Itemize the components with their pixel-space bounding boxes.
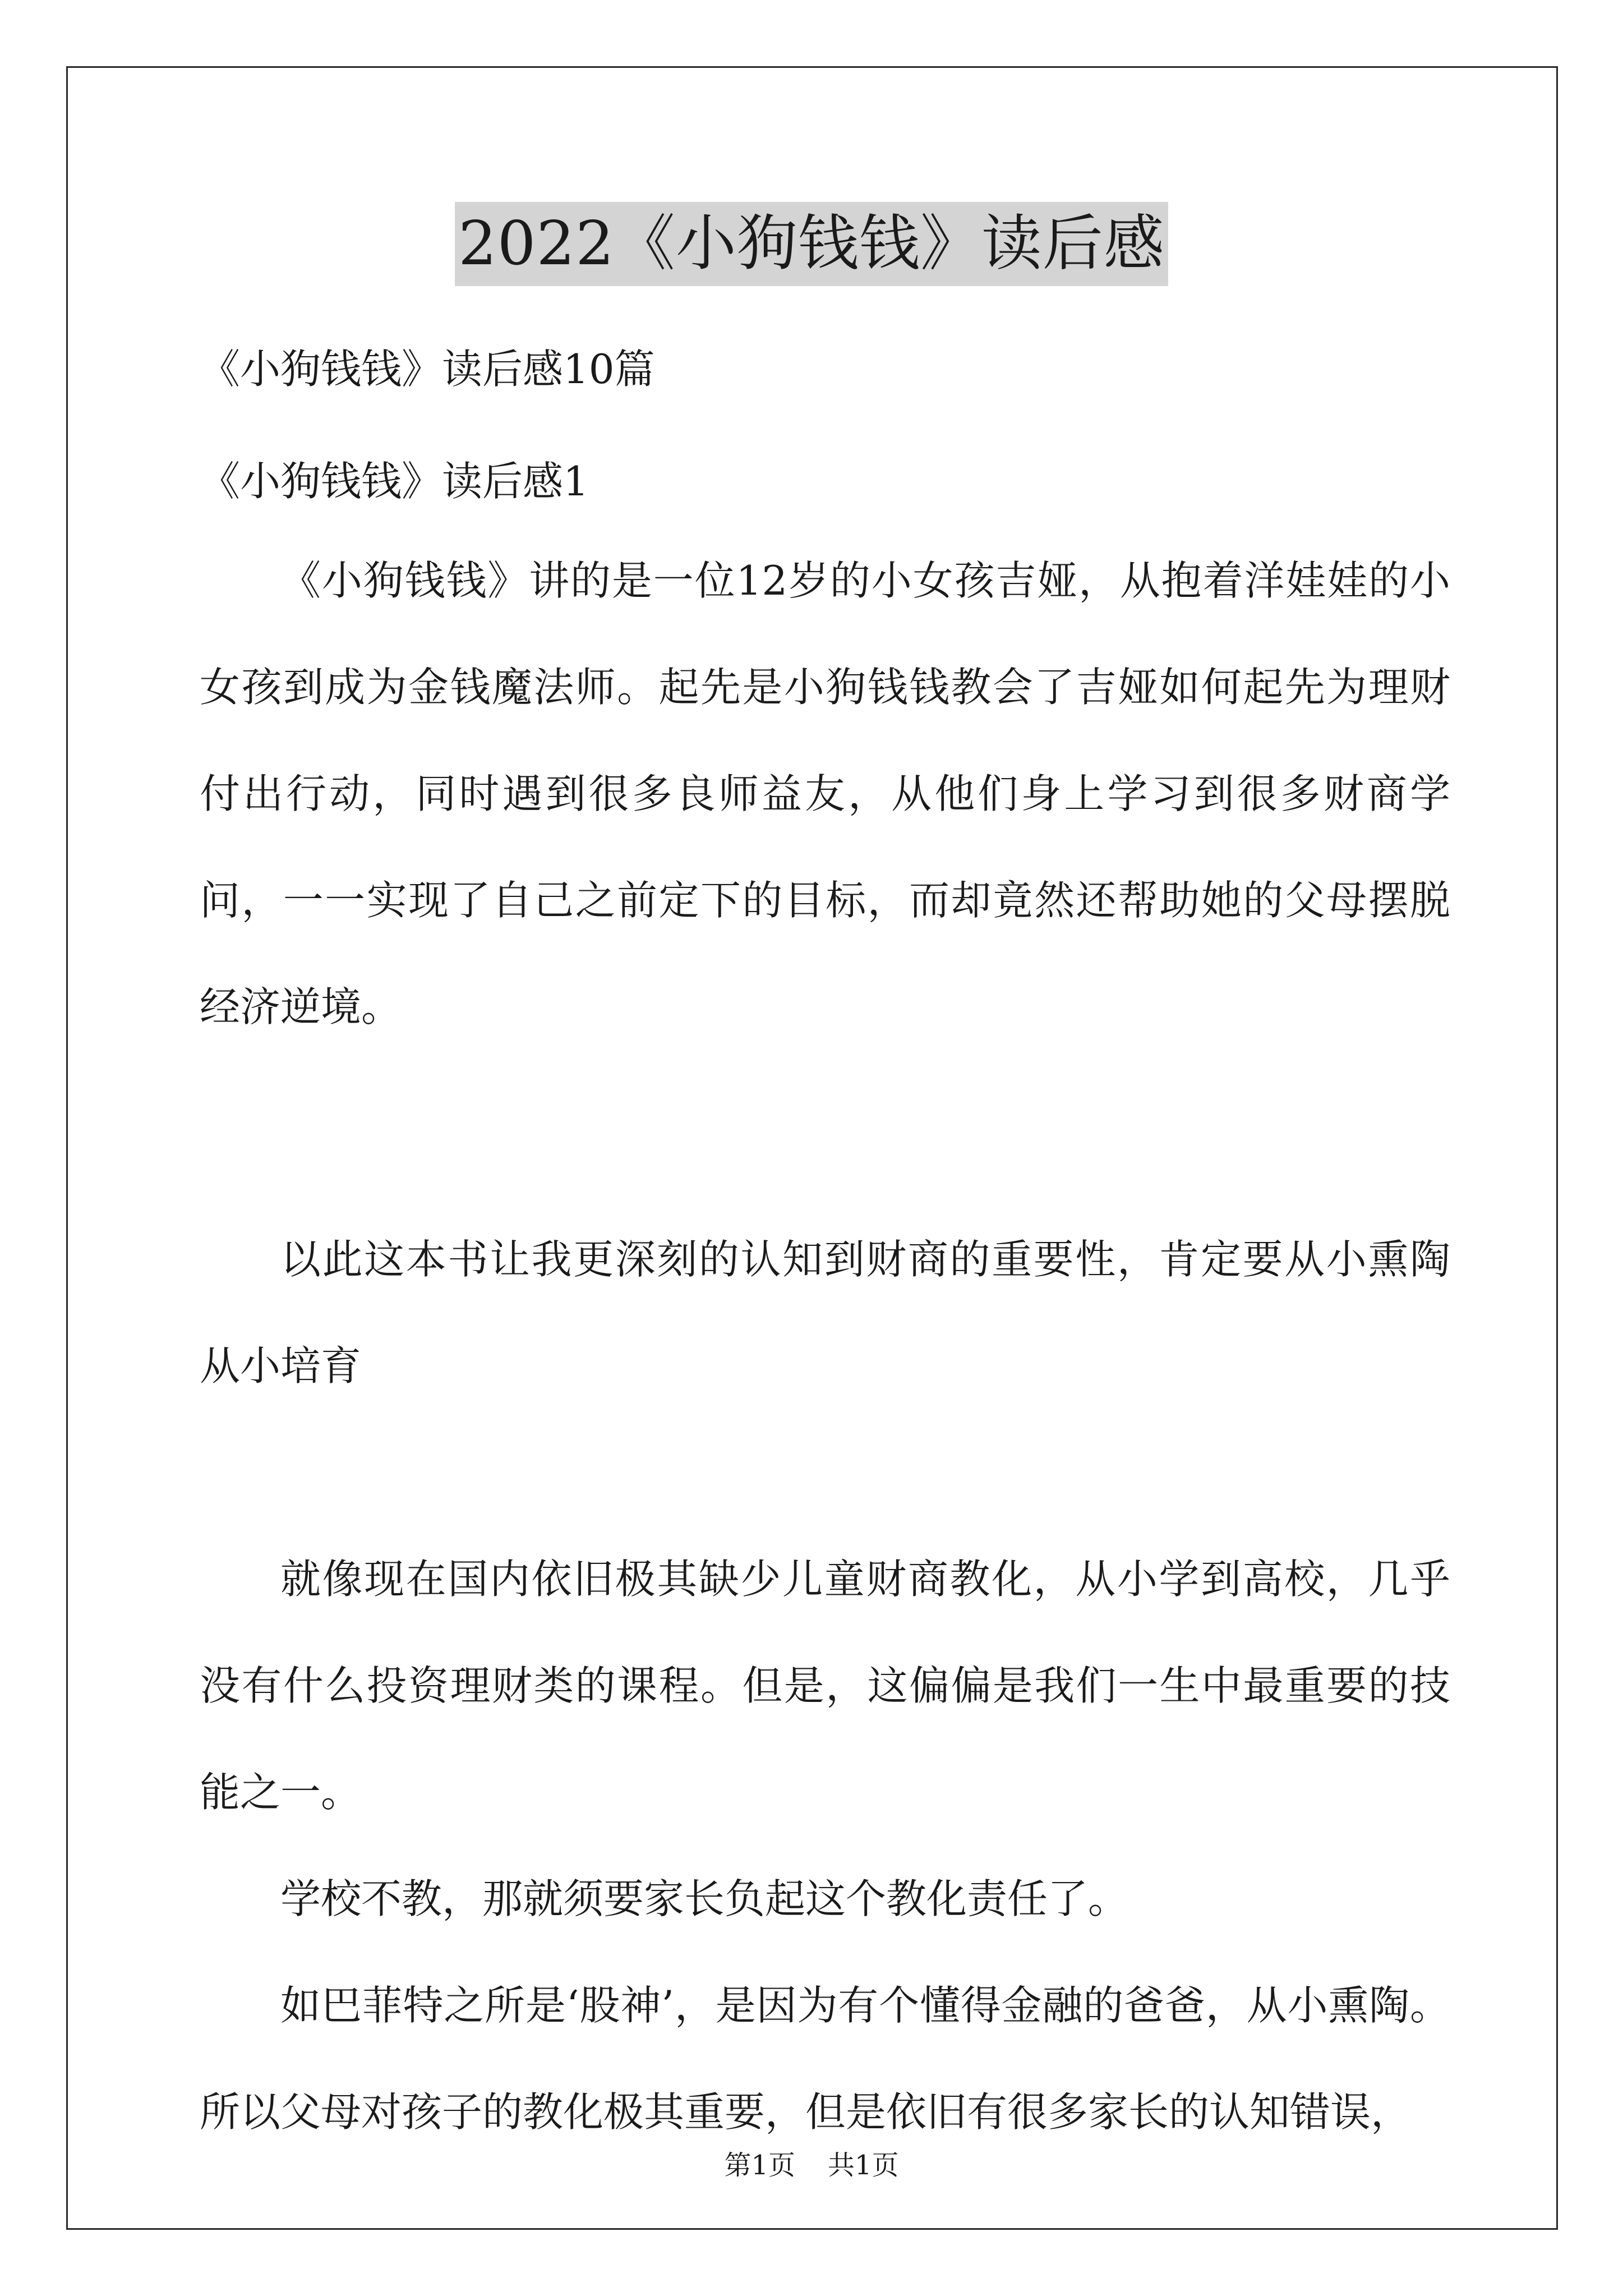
paragraph-5: 如巴菲特之所是‘股神’，是因为有个懂得金融的爸爸，从小熏陶。所以父母对孩子的教化极其重要，但是依旧有很多家长的认知错误，	[200, 1982, 1450, 2136]
paragraph-2: 以此这本书让我更深刻的认知到财商的重要性，肯定要从小熏陶从小培育	[200, 1236, 1450, 1389]
subtitle: 《小狗钱钱》读后感10篇	[200, 346, 655, 393]
page-number: 第1页	[724, 2150, 795, 2181]
title-container	[0, 202, 1623, 286]
paragraph-4: 学校不教，那就须要家长负起这个教化责任了。	[280, 1875, 1129, 1922]
page-total: 共1页	[828, 2150, 899, 2181]
paragraph-1: 《小狗钱钱》讲的是一位12岁的小女孩吉娅，从抱着洋娃娃的小女孩到成为金钱魔法师。起先是小狗钱钱教会了吉娅如何起先为理财付出行动，同时遇到很多良师益友，从他们身上学习到很多财商学问，一一实现了自己之前定下的目标，而却竟然还帮助她的父母摆脱经济逆境。	[200, 557, 1450, 1030]
paragraph-3: 就像现在国内依旧极其缺少儿童财商教化，从小学到高校，几乎没有什么投资理财类的课程。但是，这偏偏是我们一生中最重要的技能之一。	[200, 1556, 1450, 1816]
document-title: 2022《小狗钱钱》读后感	[455, 202, 1168, 286]
page-footer	[0, 2148, 1623, 2182]
section-heading: 《小狗钱钱》读后感1	[200, 458, 589, 505]
